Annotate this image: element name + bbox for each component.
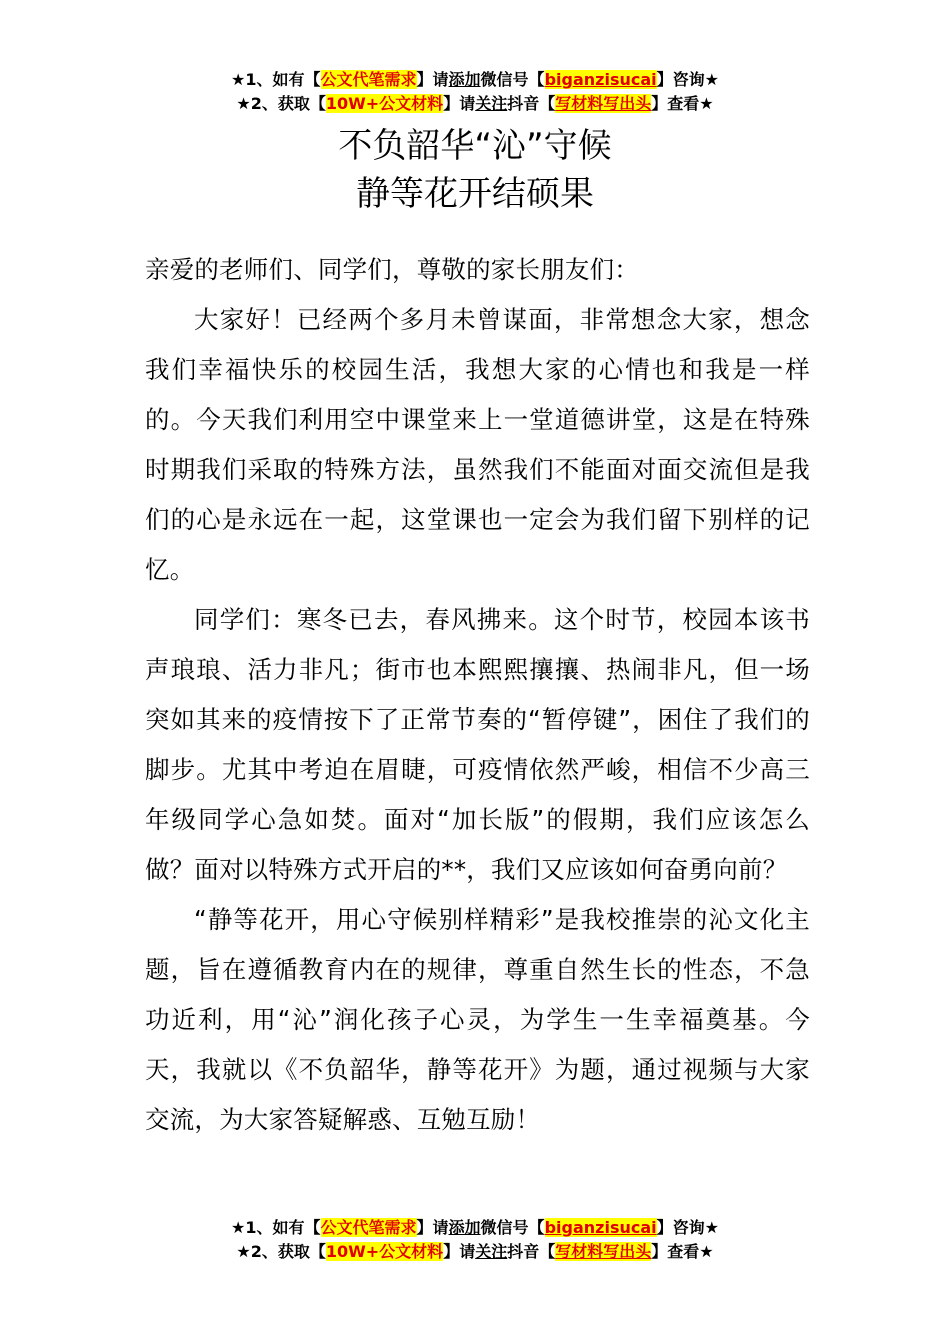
- paragraph-1: 大家好！已经两个多月未曾谋面，非常想念大家，想念我们幸福快乐的校园生活，我想大家的心情也和我是一样的。今天我们利用空中课堂来上一堂道德讲堂，这是在特殊时期我们采取的特殊方法，虽然我们不能面对面交流但是我们的心是永远在一起，这堂课也一定会为我们留下别样的记忆。: [145, 305, 810, 584]
- banner-highlight: 公文代笔需求: [320, 70, 417, 89]
- banner-underlined: 添加: [448, 1218, 481, 1237]
- banner-text: 微信号【: [480, 1218, 545, 1237]
- banner-text: ★1、如有【: [231, 1218, 321, 1237]
- banner-underlined: 添加: [448, 70, 481, 89]
- banner-text: ★1、如有【: [231, 70, 321, 89]
- banner-underlined: 关注: [475, 1242, 508, 1261]
- document-title: [0, 122, 950, 218]
- banner-text: 】咨询★: [656, 1218, 719, 1237]
- header-banner: [0, 68, 950, 116]
- banner-underlined: 关注: [475, 94, 508, 113]
- banner-text: 】咨询★: [656, 70, 719, 89]
- banner-text: 】请: [416, 70, 449, 89]
- banner-highlight: 10W+公文材料: [325, 94, 444, 113]
- banner-highlight: 10W+公文材料: [325, 1242, 444, 1261]
- banner-douyin-id: 写材料写出头: [555, 94, 652, 113]
- title-line-2: 静等花开结硕果: [356, 174, 594, 214]
- banner-text: ★2、获取【: [236, 94, 326, 113]
- banner-douyin-id: 写材料写出头: [555, 1242, 652, 1261]
- banner-highlight: 公文代笔需求: [320, 1218, 417, 1237]
- banner-text: ★2、获取【: [236, 1242, 326, 1261]
- footer-banner: [0, 1216, 950, 1264]
- banner-text: 抖音【: [507, 94, 556, 113]
- banner-wechat-id: biganzisucai: [544, 70, 657, 89]
- banner-line-2: [0, 92, 950, 116]
- banner-text: 】请: [416, 1218, 449, 1237]
- salutation: 亲爱的老师们、同学们，尊敬的家长朋友们：: [145, 255, 639, 284]
- title-line-1: 不负韶华“沁”守候: [338, 126, 612, 166]
- banner-line-2: [0, 1240, 950, 1264]
- paragraph-3: “静等花开，用心守候别样精彩”是我校推崇的沁文化主题，旨在遵循教育内在的规律，尊重自然生长的性态，不急功近利，用“沁”润化孩子心灵，为学生一生幸福奠基。今天，我就以《不负韶华，静等花开》为题，通过视频与大家交流，为大家答疑解惑、互勉互励！: [145, 905, 810, 1134]
- banner-wechat-id: biganzisucai: [544, 1218, 657, 1237]
- banner-text: 】请: [443, 1242, 476, 1261]
- banner-text: 】请: [443, 94, 476, 113]
- banner-text: 微信号【: [480, 70, 545, 89]
- document-body: [145, 245, 810, 1145]
- banner-text: 】查看★: [651, 94, 714, 113]
- banner-line-1: [0, 68, 950, 92]
- paragraph-2: 同学们：寒冬已去，春风拂来。这个时节，校园本该书声琅琅、活力非凡；街市也本熙熙攘攘、热闹非凡，但一场突如其来的疫情按下了正常节奏的“暂停键”，困住了我们的脚步。尤其中考迫在眉睫，可疫情依然严峻，相信不少高三年级同学心急如焚。面对“加长版”的假期，我们应该怎么做？面对以特殊方式开启的**，我们又应该如何奋勇向前？: [145, 605, 810, 884]
- banner-text: 】查看★: [651, 1242, 714, 1261]
- banner-line-1: [0, 1216, 950, 1240]
- banner-text: 抖音【: [507, 1242, 556, 1261]
